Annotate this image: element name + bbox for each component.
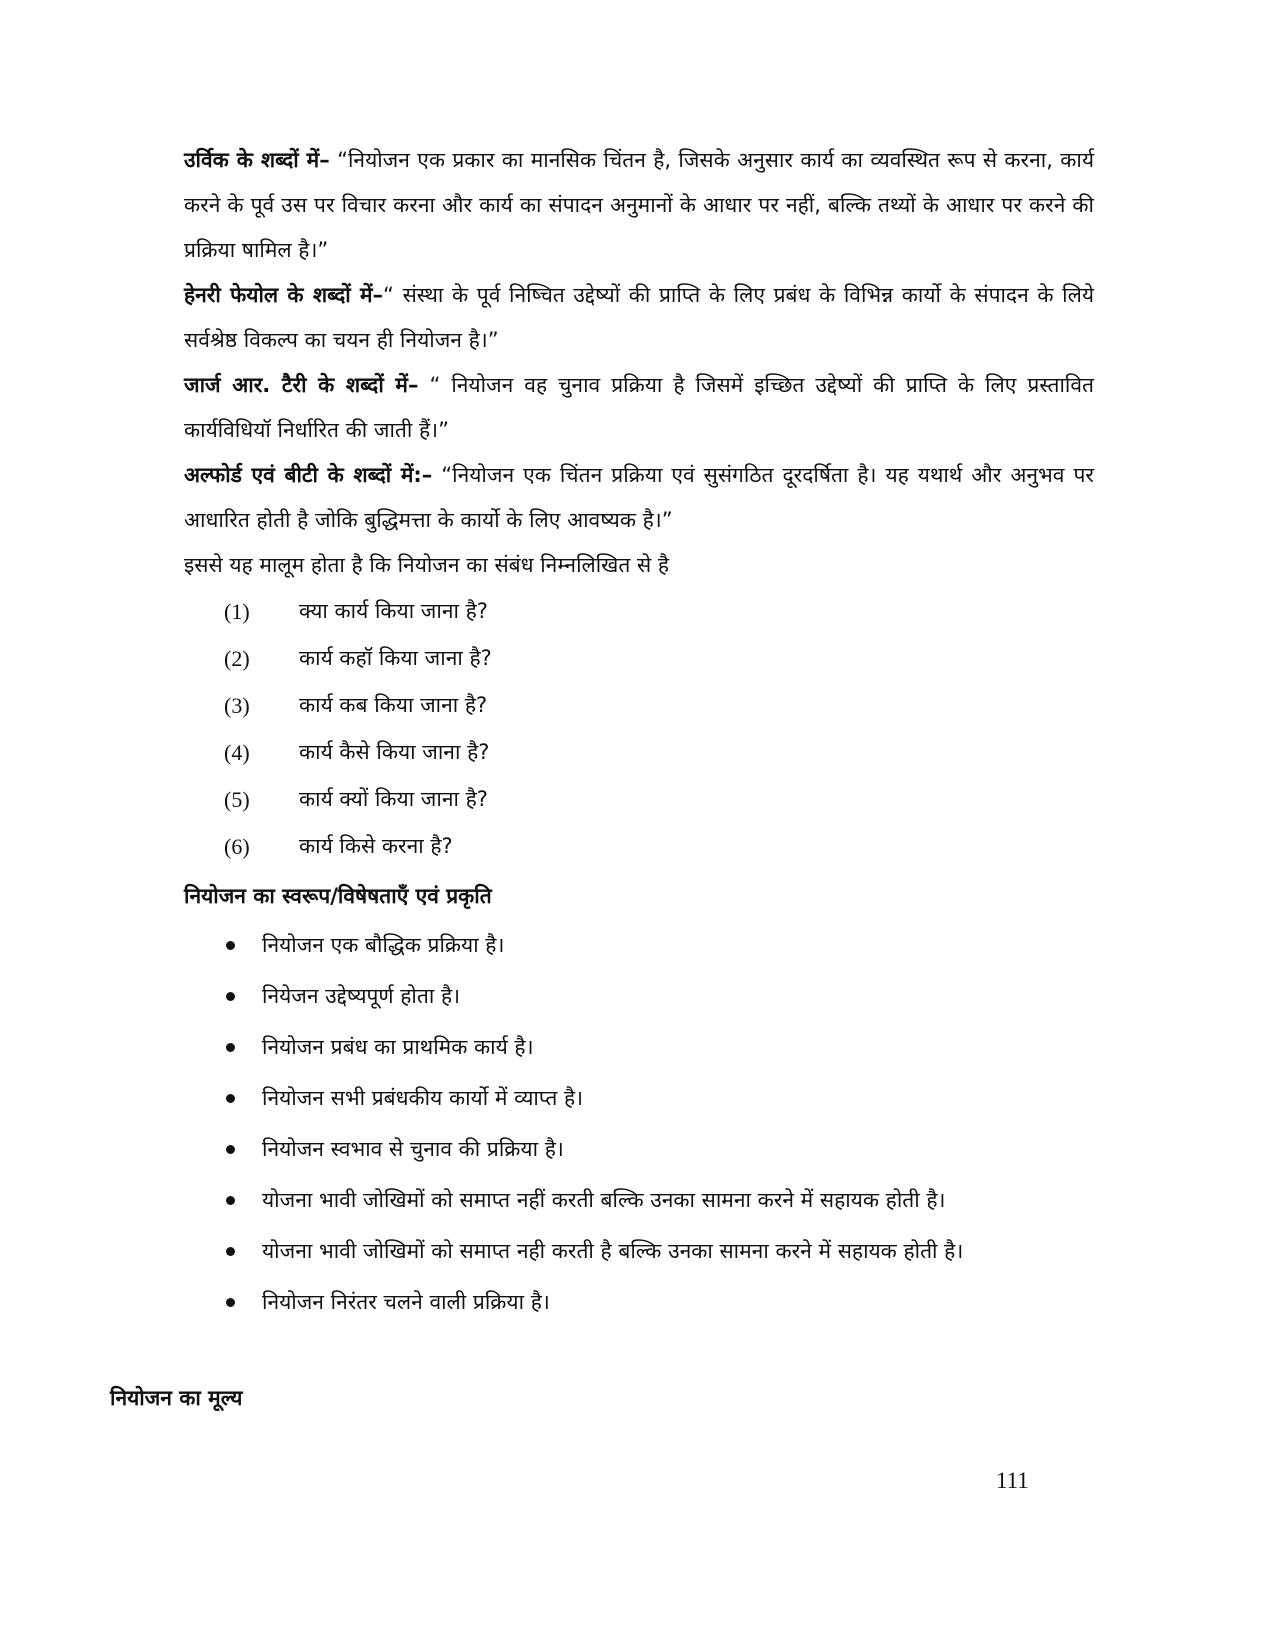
bullet-item: [184, 922, 1094, 969]
item-text: कार्य क्यों किया जाना है?: [299, 787, 488, 811]
definition-lead: उर्विक के शब्दों में–: [184, 148, 330, 172]
bullet-icon: [226, 1043, 235, 1052]
bullet-item: [184, 1126, 1094, 1173]
bullet-text: नियेजन उद्देष्यपूर्ण होता है।: [262, 984, 461, 1008]
page-number: 111: [996, 1468, 1029, 1493]
questions-list: [184, 588, 1094, 870]
definition-fayol: [184, 273, 1094, 363]
bullet-icon: [226, 941, 235, 950]
item-number: (5): [224, 787, 250, 812]
section-heading: नियोजन का स्वरूप/विषेषताऍं एवं प्रकृति: [184, 884, 492, 908]
bullet-item: [184, 1075, 1094, 1122]
bullet-item: [184, 973, 1094, 1020]
bullet-icon: [226, 1196, 235, 1205]
list-item: [184, 823, 1094, 870]
definition-text: “ नियोजन वह चुनाव प्रक्रिया है जिसमें इच्छित उद्देष्यों की प्राप्ति के लिए प्रस्तावित कार्यविधियॉ निर्धारित की जाती हैं।”: [184, 373, 1094, 442]
bullet-item: [184, 1177, 1094, 1224]
page-content: [184, 138, 1094, 1330]
definition-lead: अल्फोर्ड एवं बीटी के शब्दों में:–: [184, 463, 433, 487]
bullet-icon: [226, 1247, 235, 1256]
bullet-text: नियोजन निरंतर चलने वाली प्रक्रिया है।: [262, 1290, 550, 1314]
definition-lead: जार्ज आर. टैरी के शब्दों में–: [184, 373, 419, 397]
list-item: [184, 635, 1094, 682]
value-heading: नियोजन का मूल्य: [110, 1386, 243, 1410]
bullet-text: नियोजन स्वभाव से चुनाव की प्रक्रिया है।: [262, 1137, 564, 1161]
item-number: (4): [224, 740, 250, 765]
definition-text: “नियोजन एक चिंतन प्रक्रिया एवं सुसंगठित दूरदर्षिता है। यह यथार्थ और अनुभव पर आधारित होती है जोकि बुद्धिमत्ता के कार्यो के लिए आवष्यक है।”: [184, 463, 1094, 532]
bullet-item: [184, 1228, 1094, 1275]
bullet-item: [184, 1024, 1094, 1071]
list-item: [184, 729, 1094, 776]
bullet-icon: [226, 1298, 235, 1307]
bullet-icon: [226, 1094, 235, 1103]
bullet-icon: [226, 1145, 235, 1154]
bullet-text: नियोजन सभी प्रबंधकीय कार्यो में व्याप्त है।: [262, 1086, 584, 1110]
intro-text: इससे यह मालूम होता है कि नियोजन का संबंध निम्नलिखित से है: [184, 553, 670, 577]
bullet-text: नियोजन एक बौद्धिक प्रक्रिया है।: [262, 933, 505, 957]
item-text: क्या कार्य किया जाना है?: [299, 599, 488, 623]
item-text: कार्य कब किया जाना है?: [299, 693, 488, 717]
bullet-item: [184, 1279, 1094, 1326]
bullet-text: नियोजन प्रबंध का प्राथमिक कार्य है।: [262, 1035, 534, 1059]
bullet-text: योजना भावी जोखिमों को समाप्त नही करती है बल्कि उनका सामना करने में सहायक होती है।: [262, 1239, 964, 1263]
item-text: कार्य कैसे किया जाना है?: [299, 740, 490, 764]
bullet-text: योजना भावी जोखिमों को समाप्त नहीं करती बल्कि उनका सामना करने में सहायक होती है।: [262, 1188, 946, 1212]
item-number: (2): [224, 646, 250, 671]
definition-urwick: [184, 138, 1094, 273]
features-list: [184, 922, 1094, 1326]
definition-lead: हेनरी फेयोल के शब्दों में–: [184, 283, 384, 307]
item-number: (3): [224, 693, 250, 718]
list-item: [184, 682, 1094, 729]
item-text: कार्य किसे करना है?: [299, 834, 453, 858]
definition-alford-beatty: [184, 453, 1094, 543]
bullet-icon: [226, 992, 235, 1001]
definition-text: “ संस्था के पूर्व निष्चित उद्देष्यों की प्राप्ति के लिए प्रबंध के विभिन्न कार्यो के संपादन के लिये सर्वश्रेष्ठ विकल्प का चयन ही नियोजन है।”: [184, 283, 1094, 352]
definition-text: “नियोजन एक प्रकार का मानसिक चिंतन है, जिसके अनुसार कार्य का व्यवस्थित रूप से करना, कार्य करने के पूर्व उस पर विचार करना और कार्य का संपादन अनुमानों के आधार पर नहीं, बल्कि तथ्यों के आधार पर करने की प्रक्रिया षामिल है।”: [184, 148, 1095, 262]
item-number: (1): [224, 599, 250, 624]
list-item: [184, 776, 1094, 823]
item-number: (6): [224, 834, 250, 859]
definition-terry: [184, 363, 1094, 453]
list-item: [184, 588, 1094, 635]
item-text: कार्य कहॉ किया जाना है?: [299, 646, 492, 670]
